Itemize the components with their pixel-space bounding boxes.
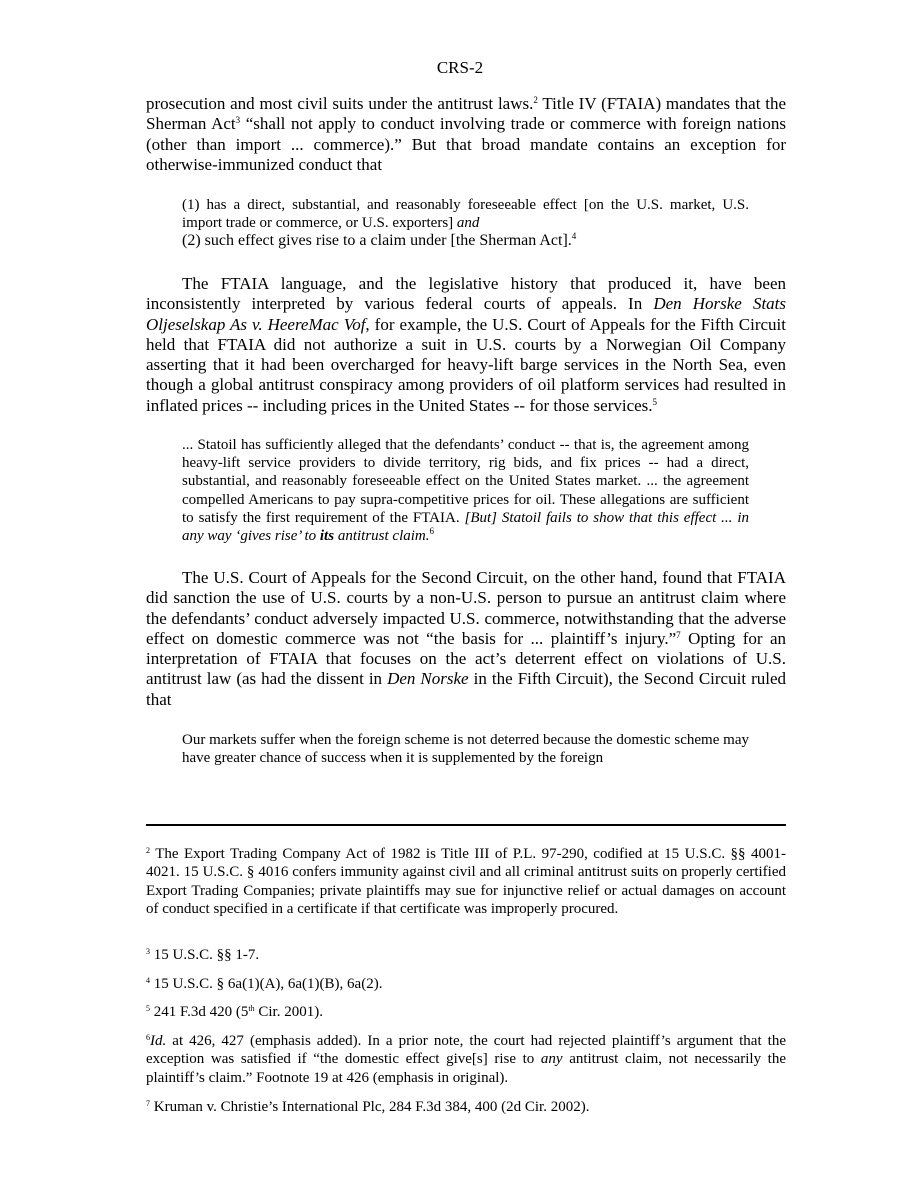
footnote-italic: any [540, 1051, 563, 1068]
block-quote-2 [182, 436, 749, 545]
quote-text: ... Statoil has sufficiently alleged that the defendants’ conduct -- that is, the agreement among heavy-lift service providers to divide territory, rig bids, and fix prices -- had a direct, substantial, and reasonably foreseeable effect on the United States market. ... the agreement compelled Americans to pay supra-competitive prices for oil. These allegations are sufficient to satisfy the first requirement of the FTAIA. [182, 437, 749, 526]
footnote-ref: 3 [235, 115, 241, 126]
footnote-ref: 4 [571, 231, 577, 242]
footnote-divider [146, 824, 786, 826]
quote-emphasis: [But] Statoil fails to show that this effect ... in any way ‘gives rise’ to [182, 509, 749, 545]
quote-emphasis: antitrust claim. [334, 528, 430, 545]
footnote-number: 7 [146, 1099, 150, 1108]
footnote-text: antitrust claim, not necessarily the plaintiff’s claim.” Footnote 19 at 426 (emphasis in original). [146, 1051, 787, 1086]
footnote-text: The Export Trading Company Act of 1982 is Title III of P.L. 97-290, codified at 15 U.S.C. §§ 4001- 4021. 15 U.S.C. § 4016 confers immunity against civil and all criminal antitrust suits on properly certified Export Trading Companies; private plaintiffs may sue for injunctive relief or actual damages on account of conduct specified in a certificate if that certificate was improperly procured. [146, 846, 786, 917]
paragraph-text: in the Fifth Circuit), the Second Circuit ruled that [146, 669, 787, 709]
case-name: Den Horske Stats Oljeselskap As v. HeereMac Vof [146, 294, 787, 334]
footnote-text: 15 U.S.C. §§ 1-7. [150, 947, 260, 963]
footnote-number: 5 [146, 1004, 150, 1013]
footnote-number: 2 [146, 846, 150, 855]
quote-bold: its [319, 528, 335, 545]
paragraph-2 [146, 274, 786, 416]
footnote-7 [146, 1098, 786, 1116]
footnote-number: 4 [146, 976, 150, 985]
paragraph-text: Opting for an interpretation of FTAIA that focuses on the act’s deterrent effect on violations of U.S. antitrust law (as had the dissent in [146, 628, 787, 689]
footnote-6 [146, 1032, 786, 1087]
case-name: Den Norske [387, 669, 469, 689]
footnote-3 [146, 946, 786, 964]
footnote-number: 6 [146, 1033, 150, 1042]
footnote-ref: 2 [533, 95, 538, 105]
footnote-text: 15 U.S.C. § 6a(1)(A), 6a(1)(B), 6a(2). [150, 976, 383, 992]
quote-text: (2) such effect gives rise to a claim under [the Sherman Act]. [182, 232, 572, 250]
paragraph-text: Title IV (FTAIA) mandates that the Sherman Act [146, 94, 786, 134]
quote-emphasis: and [456, 215, 480, 232]
paragraph-text: , for example, the U.S. Court of Appeals for the Fifth Circuit held that FTAIA did not authorize a suit in U.S. courts by a Norwegian Oil Company asserting that it had been overcharged for heavy-lift barge services in the North Sea, even though a global antitrust conspiracy among providers of oil platform services had resulted in inflated prices -- including prices in the United States -- for those services. [146, 314, 786, 415]
ordinal-suffix: th [248, 1004, 255, 1013]
block-quote-1 [182, 196, 749, 251]
footnote-4 [146, 975, 786, 993]
paragraph-3 [146, 568, 786, 710]
footnote-number: 3 [146, 947, 150, 956]
footnote-text: 241 F.3d 420 (5 [150, 1004, 249, 1020]
paragraph-text: The FTAIA language, and the legislative history that produced it, have been inconsistently interpreted by various federal courts of appeals. In [146, 274, 786, 314]
footnote-5 [146, 1003, 786, 1021]
paragraph-text: “shall not apply to conduct involving trade or commerce with foreign nations (other than import ... commerce).” But that broad mandate contains an exception for otherwise-immunized conduct that [146, 114, 786, 174]
footnote-ref: 5 [652, 396, 658, 407]
footnote-text: Cir. 2001). [254, 1004, 323, 1020]
quote-text: (1) has a direct, substantial, and reasonably foreseeable effect [on the U.S. market, U.S. import trade or commerce, or U.S. exporters] [182, 197, 749, 232]
paragraph-text: The U.S. Court of Appeals for the Second Circuit, on the other hand, found that FTAIA did sanction the use of U.S. courts by a non-U.S. person to pursue an antitrust claim where the defendants’ conduct adversely impacted U.S. commerce, notwithstanding that the adverse effect on domestic commerce was not “the basis for ... plaintiff’s injury.” [146, 568, 786, 648]
page-header: CRS-2 [436, 58, 484, 77]
paragraph-1 [146, 94, 786, 175]
footnote-text: Kruman v. Christie’s International Plc, 284 F.3d 384, 400 (2d Cir. 2002). [150, 1099, 590, 1115]
footnote-2 [146, 845, 786, 918]
quote-text: Our markets suffer when the foreign scheme is not deterred because the domestic scheme may have greater chance of success when it is supplemented by the foreign [182, 732, 749, 767]
footnote-italic: Id. [150, 1033, 167, 1049]
footnote-text: at 426, 427 (emphasis added). In a prior note, the court had rejected plaintiff’s argument that the exception was satisfied if “the domestic effect give[s] rise to [146, 1033, 786, 1068]
footnote-ref: 7 [676, 629, 681, 640]
paragraph-text: prosecution and most civil suits under the antitrust laws. [146, 94, 534, 113]
block-quote-3 [182, 731, 749, 767]
footnote-ref: 6 [429, 526, 434, 537]
